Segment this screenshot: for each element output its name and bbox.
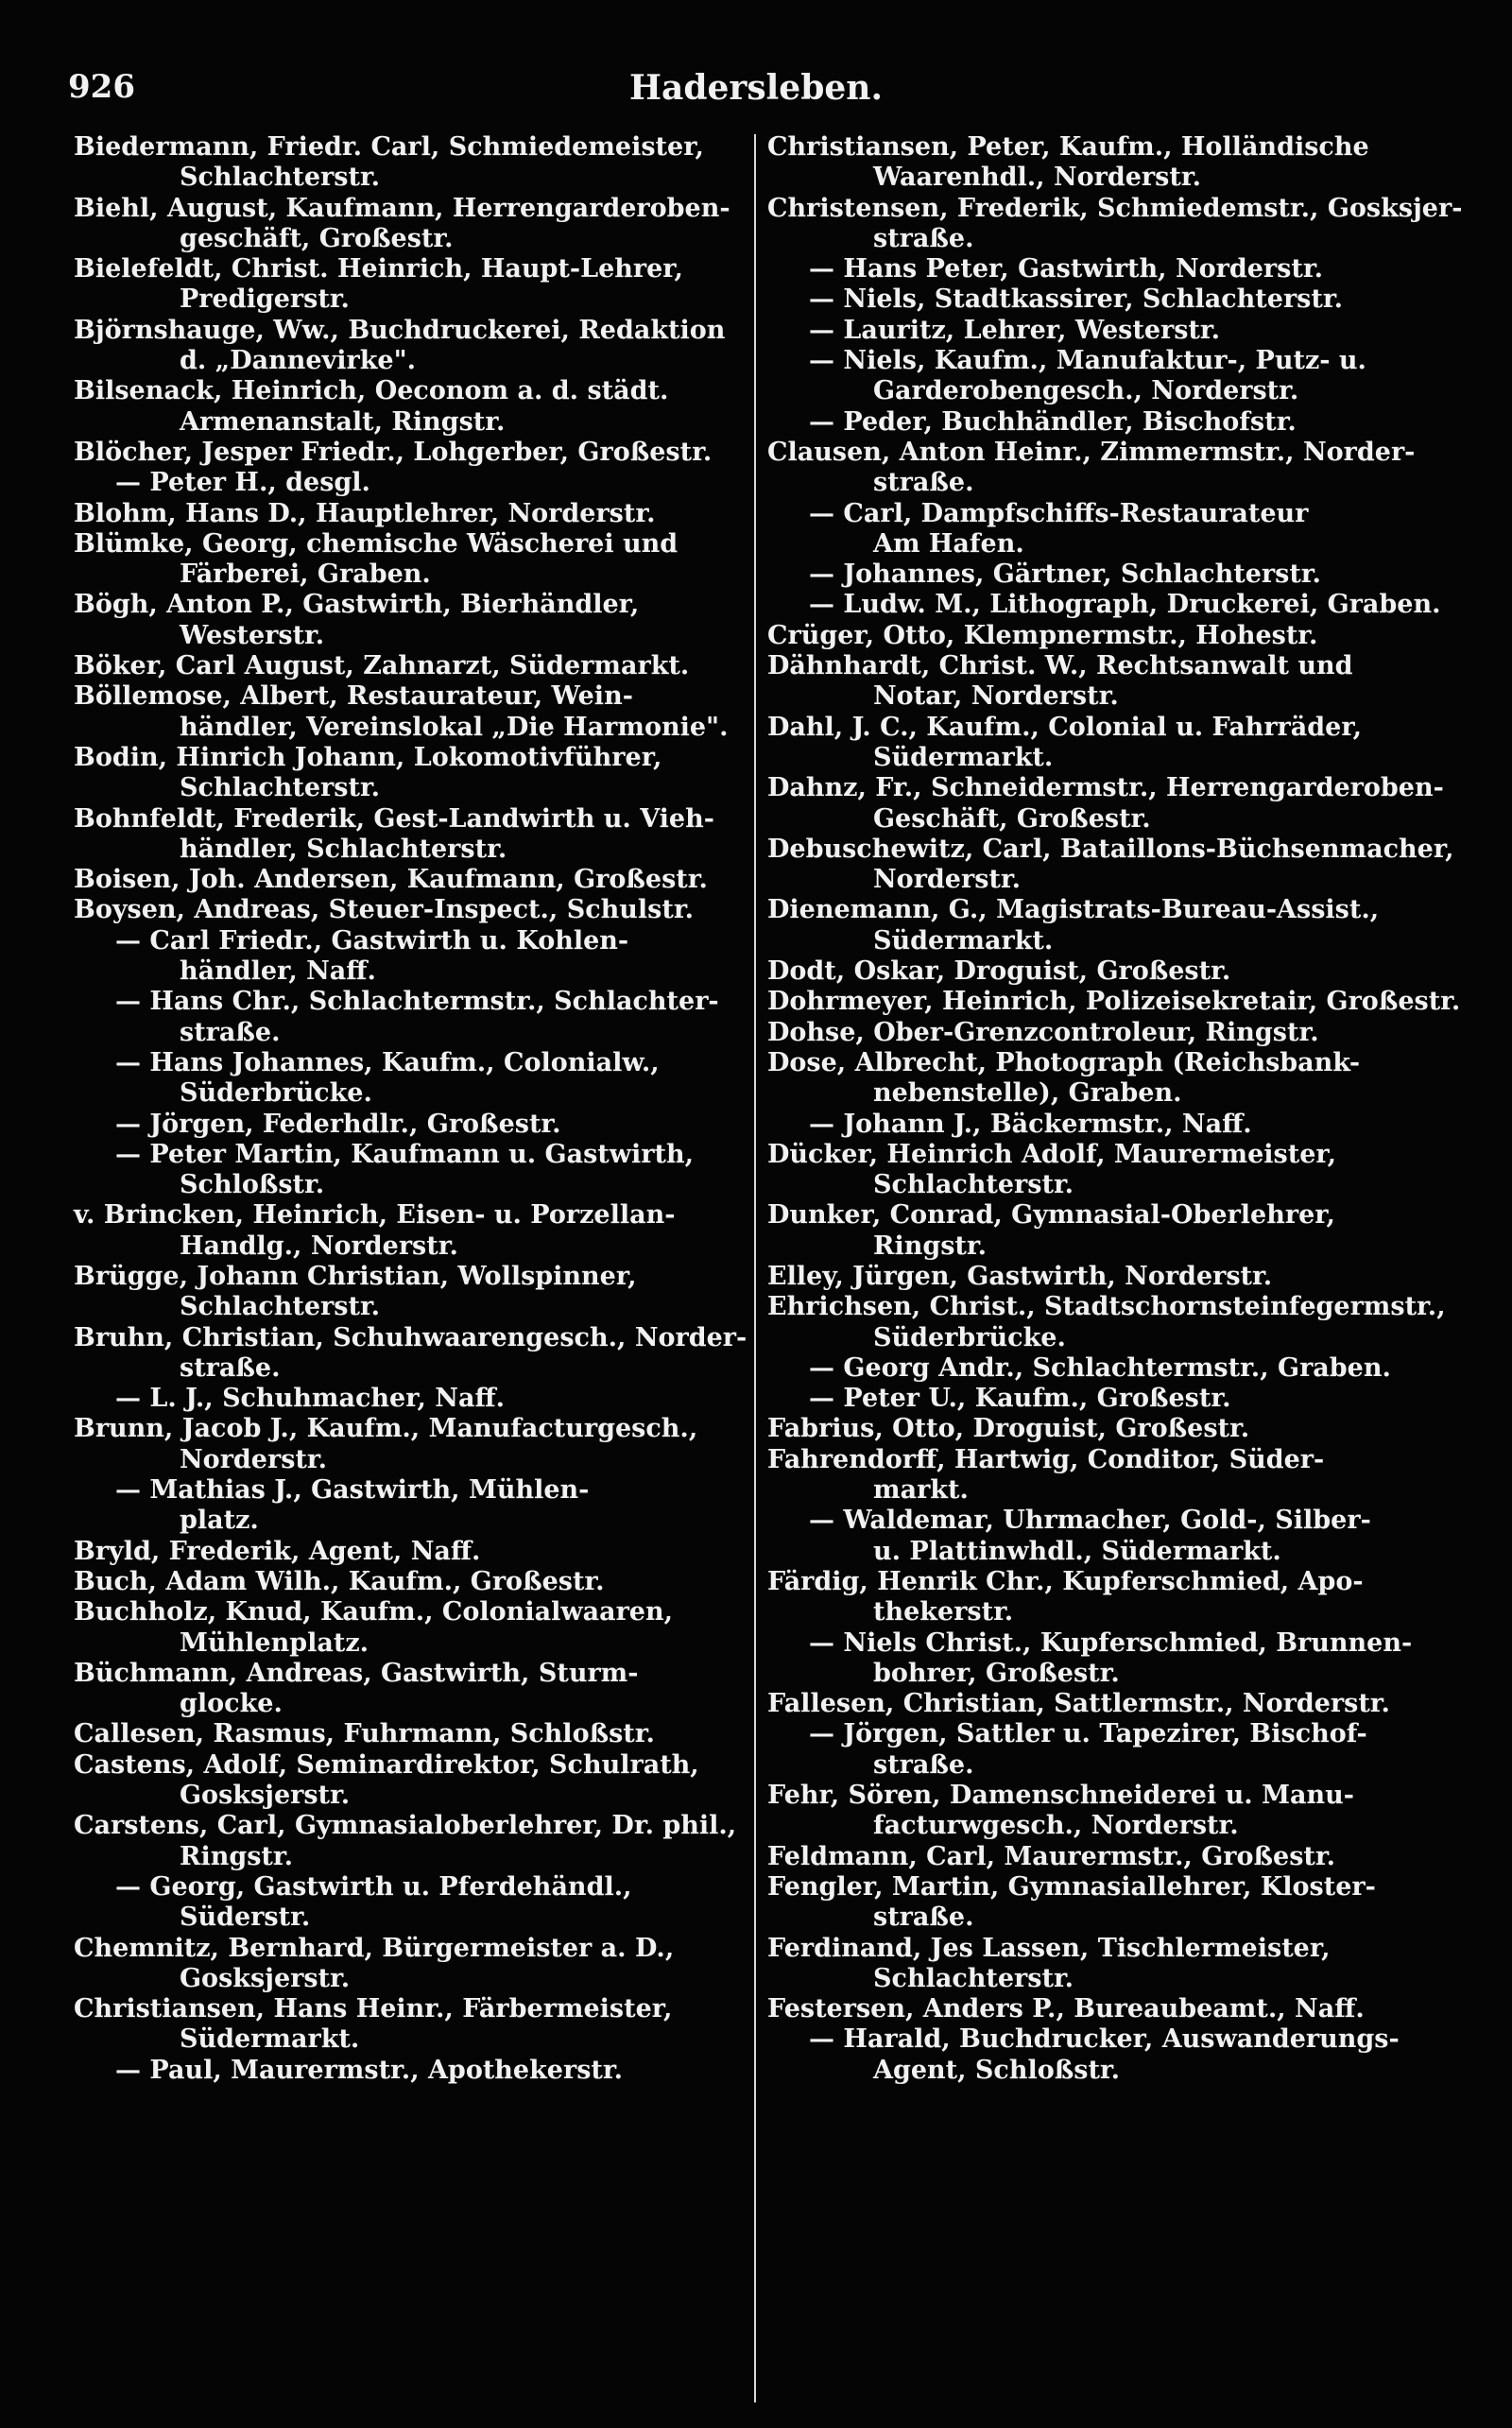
directory-entry [74,254,747,316]
entry-line: glocke. [180,1689,283,1719]
entry-line: Bohnfeldt, Frederik, Gest-Landwirth u. Vieh- [74,803,714,834]
entry-line: Bielefeldt, Christ. Heinrich, Haupt-Lehrer, [74,254,683,284]
directory-entry [74,681,747,743]
entry-line: — Hans Johannes, Kaufm., Colonialw., [115,1047,660,1077]
directory-entry [767,1200,1457,1262]
entry-line: Ringstr. [180,1841,294,1871]
entry-line: straße. [180,1352,281,1383]
directory-entry [767,438,1457,499]
entry-line: — Hans Chr., Schlachtermstr., Schlachter- [115,987,719,1017]
entry-line: Dose, Albrecht, Photograph (Reichsbank- [767,1047,1361,1077]
entry-line: v. Brincken, Heinrich, Eisen- u. Porzellan- [74,1200,676,1231]
directory-entry [767,713,1457,774]
directory-entry [767,1445,1457,1507]
entry-line: — Carl, Dampfschiffs-Restaurateur [809,498,1309,528]
entry-line: — Peter U., Kaufm., Großestr. [809,1384,1231,1414]
entry-line: Dahl, J. C., Kaufm., Colonial u. Fahrräder, [767,712,1362,742]
entry-line: straße. [873,468,974,498]
entry-line: Bruhn, Christian, Schuhwaarengesch., Norder- [74,1322,747,1352]
entry-line: Boysen, Andreas, Steuer-Inspect., Schulstr. [74,895,694,925]
entry-line: — Carl Friedr., Gastwirth u. Kohlen- [115,925,629,956]
entry-line: — Peder, Buchhändler, Bischofstr. [809,406,1297,437]
entry-line: Castens, Adolf, Seminardirektor, Schulrath, [74,1749,699,1780]
entry-line: d. „Dannevirke". [180,346,417,376]
entry-line: Dunker, Conrad, Gymnasial-Oberlehrer, [767,1200,1335,1231]
directory-entry [767,1628,1457,1690]
entry-line: Färberei, Graben. [180,560,431,590]
entry-line: Schlachterstr. [873,1963,1074,1993]
directory-entry [74,1048,747,1110]
directory-entry [767,1384,1457,1414]
directory-entry [74,1659,747,1720]
directory-entry [74,1414,747,1475]
directory-entry [74,1384,747,1414]
entry-line: Norderstr. [873,865,1022,895]
entry-line: straße. [873,1749,974,1780]
directory-entry [74,1872,747,1934]
entry-line: Büchmann, Andreas, Gastwirth, Sturm- [74,1658,639,1688]
entry-line: Björnshauge, Ww., Buchdruckerei, Redaktion [74,315,726,345]
directory-entry [767,1018,1457,1048]
directory-entry [74,1475,747,1537]
directory-entry [767,1781,1457,1842]
entry-line: Carstens, Carl, Gymnasialoberlehrer, Dr. phil., [74,1811,737,1841]
entry-line: — Mathias J., Gastwirth, Mühlen- [115,1475,590,1506]
entry-line: — Johann J., Bäckermstr., Naff. [809,1109,1252,1139]
entry-line: Norderstr. [180,1444,328,1474]
entry-line: Färdig, Henrik Chr., Kupferschmied, Apo- [767,1566,1364,1596]
entry-line: — Paul, Maurermstr., Apothekerstr. [115,2055,624,2085]
entry-line: Gosksjerstr. [180,1963,351,1993]
entry-line: Blöcher, Jesper Friedr., Lohgerber, Großestr. [74,437,713,467]
entry-line: Agent, Schloßstr. [873,2055,1121,2085]
directory-entry [767,1872,1457,1934]
entry-line: Festersen, Anders P., Bureaubeamt., Naff. [767,1994,1365,2024]
directory-entry [767,1414,1457,1444]
directory-entry [74,1537,747,1567]
directory-entry [767,284,1457,315]
directory-entry [74,529,747,591]
entry-line: Südermarkt. [180,2024,360,2055]
directory-entry [767,132,1457,194]
entry-line: Geschäft, Großestr. [873,803,1151,834]
directory-entry [767,1934,1457,1995]
directory-entry [74,926,747,988]
entry-line: Süderbrücke. [180,1078,372,1109]
entry-line: Gosksjerstr. [180,1781,351,1811]
entry-line: bohrer, Großestr. [873,1658,1120,1688]
directory-entry [767,407,1457,438]
entry-line: Bodin, Hinrich Johann, Lokomotivführer, [74,742,662,772]
entry-line: Fehr, Sören, Damenschneiderei u. Manu- [767,1781,1354,1811]
directory-entry [74,743,747,804]
entry-line: Callesen, Rasmus, Fuhrmann, Schloßstr. [74,1719,655,1749]
entry-line: geschäft, Großestr. [180,223,454,253]
entry-line: — Lauritz, Lehrer, Westerstr. [809,315,1221,345]
entry-line: Süderbrücke. [873,1322,1066,1352]
directory-entry [767,1140,1457,1201]
entry-line: u. Plattinwhdl., Südermarkt. [873,1536,1281,1566]
entry-line: — L. J., Schuhmacher, Naff. [115,1384,506,1414]
directory-entry [767,254,1457,284]
entry-line: — Waldemar, Uhrmacher, Gold-, Silber- [809,1506,1371,1536]
page-title: Hadersleben. [628,68,883,108]
entry-line: Christensen, Frederik, Schmiedemstr., Gosksjer- [767,193,1463,223]
entry-line: Feldmann, Carl, Maurermstr., Großestr. [767,1841,1336,1871]
page-header [0,68,1512,115]
entry-line: händler, Vereinslokal „Die Harmonie". [180,712,729,742]
entry-line: Crüger, Otto, Klempnermstr., Hohestr. [767,620,1318,650]
entry-line: Christiansen, Peter, Kaufm., Holländische [767,132,1369,162]
directory-entry [767,560,1457,590]
entry-line: Christiansen, Hans Heinr., Färbermeister, [74,1994,673,2024]
page-number: 926 [68,68,135,106]
entry-line: Waarenhdl., Norderstr. [873,163,1201,193]
left-column [74,132,747,2086]
entry-line: Südermarkt. [873,742,1054,772]
directory-entry [74,590,747,651]
directory-entry [74,1262,747,1323]
entry-line: Chemnitz, Bernhard, Bürgermeister a. D., [74,1933,675,1963]
directory-entry [74,987,747,1048]
entry-line: Schlachterstr. [180,773,381,803]
directory-entry [767,1719,1457,1781]
directory-entry [767,193,1463,255]
entry-line: Bryld, Frederik, Agent, Naff. [74,1536,481,1566]
entry-line: Schlachterstr. [180,163,381,193]
entry-line: Elley, Jürgen, Gastwirth, Norderstr. [767,1261,1273,1291]
entry-line: Bögh, Anton P., Gastwirth, Bierhändler, [74,590,640,620]
entry-line: Garderobengesch., Norderstr. [873,376,1299,406]
entry-line: Fengler, Martin, Gymnasiallehrer, Kloster- [767,1871,1376,1902]
entry-line: Dohrmeyer, Heinrich, Polizeisekretair, Großestr. [767,987,1461,1017]
directory-entry [74,651,747,681]
directory-entry [74,1567,747,1597]
entry-line: Am Hafen. [873,528,1024,559]
entry-line: Handlg., Norderstr. [180,1231,458,1261]
directory-entry [767,1292,1457,1353]
entry-line: straße. [873,1903,974,1933]
entry-line: Dienemann, G., Magistrats-Bureau-Assist., [767,895,1380,925]
entry-line: markt. [873,1475,969,1506]
directory-entry [767,621,1457,651]
entry-line: — Georg Andr., Schlachtermstr., Graben. [809,1352,1391,1383]
entry-line: — Georg, Gastwirth u. Pferdehändl., [115,1871,632,1902]
entry-line: Blümke, Georg, chemische Wäscherei und [74,528,679,559]
directory-entry [74,1750,747,1812]
entry-line: Clausen, Anton Heinr., Zimmermstr., Norder- [767,437,1416,467]
directory-entry [767,773,1457,835]
entry-line: Biehl, August, Kaufmann, Herrengarderoben- [74,193,730,223]
entry-line: Fallesen, Christian, Sattlermstr., Norderstr. [767,1689,1390,1719]
directory-entry [767,956,1457,987]
directory-entry [767,651,1457,713]
entry-line: — Harald, Buchdrucker, Auswanderungs- [809,2024,1400,2055]
directory-entry [74,376,747,438]
entry-line: Predigerstr. [180,284,350,315]
directory-entry [74,1140,747,1201]
entry-line: Dähnhardt, Christ. W., Rechtsanwalt und [767,651,1353,681]
directory-entry [74,1811,747,1872]
entry-line: Mühlenplatz. [180,1627,369,1658]
entry-line: platz. [180,1506,259,1536]
directory-entry [74,804,747,866]
directory-entry [74,1323,747,1385]
directory-entry [767,346,1457,407]
entry-line: Armenanstalt, Ringstr. [180,406,506,437]
entry-line: facturwgesch., Norderstr. [873,1811,1239,1841]
directory-entry [767,1689,1457,1719]
directory-entry [767,590,1457,620]
entry-line: Böllemose, Albert, Restaurateur, Wein- [74,681,633,712]
entry-line: Biedermann, Friedr. Carl, Schmiedemeister, [74,132,704,162]
entry-line: händler, Naff. [180,956,376,987]
entry-line: — Johannes, Gärtner, Schlachterstr. [809,560,1321,590]
entry-line: — Niels, Stadtkassirer, Schlachterstr. [809,284,1343,315]
entry-line: Debuschewitz, Carl, Bataillons-Büchsenmacher, [767,834,1454,864]
directory-entry [767,1262,1457,1292]
directory-entry [74,438,747,468]
entry-line: Böker, Carl August, Zahnarzt, Südermarkt. [74,651,690,681]
entry-line: Süderstr. [180,1903,311,1933]
entry-line: Schlachterstr. [873,1170,1074,1200]
entry-line: — Jörgen, Sattler u. Tapezirer, Bischof- [809,1719,1367,1749]
entry-line: — Peter H., desgl. [115,468,370,498]
right-column [767,132,1463,2086]
entry-line: händler, Schlachterstr. [180,834,507,864]
entry-line: — Jörgen, Federhdlr., Großestr. [115,1109,561,1139]
directory-entry [74,316,747,377]
entry-line: Westerstr. [180,620,325,650]
entry-line: Ehrichsen, Christ., Stadtschornsteinfegermstr., [767,1292,1446,1322]
directory-entry [767,316,1457,346]
directory-entry [767,1353,1457,1384]
entry-line: Bilsenack, Heinrich, Oeconom a. d. städt. [74,376,669,406]
directory-entry [74,1934,747,1995]
directory-entry [74,1719,747,1749]
entry-line: — Ludw. M., Lithograph, Druckerei, Graben. [809,590,1441,620]
entry-line: thekerstr. [873,1597,1014,1627]
entry-line: Boisen, Joh. Andersen, Kaufmann, Großestr. [74,865,708,895]
entry-line: Dücker, Heinrich Adolf, Maurermeister, [767,1139,1337,1169]
entry-line: Schlachterstr. [180,1292,381,1322]
entry-line: — Niels Christ., Kupferschmied, Brunnen- [809,1627,1413,1658]
directory-entry [74,1200,747,1262]
entry-line: Schloßstr. [180,1170,325,1200]
entry-line: Brunn, Jacob J., Kaufm., Manufacturgesch., [74,1414,698,1444]
entry-line: Buchholz, Knud, Kaufm., Colonialwaaren, [74,1597,673,1627]
entry-line: Brügge, Johann Christian, Wollspinner, [74,1261,637,1291]
entry-line: — Niels, Kaufm., Manufaktur-, Putz- u. [809,346,1366,376]
column-divider [754,134,756,2402]
entry-line: Dohse, Ober-Grenzcontroleur, Ringstr. [767,1017,1319,1047]
entry-line: Blohm, Hans D., Hauptlehrer, Norderstr. [74,498,656,528]
directory-entry [767,835,1457,896]
directory-entry [74,499,747,529]
directory-entry [767,2024,1457,2086]
entry-line: straße. [180,1017,281,1047]
entry-line: Ferdinand, Jes Lassen, Tischlermeister, [767,1933,1331,1963]
directory-entry [767,1506,1457,1567]
entry-line: — Hans Peter, Gastwirth, Norderstr. [809,254,1323,284]
entry-line: Südermarkt. [873,925,1054,956]
directory-entry [767,499,1457,560]
entry-line: Dahnz, Fr., Schneidermstr., Herrengarderoben- [767,773,1444,803]
entry-line: Fahrendorff, Hartwig, Conditor, Süder- [767,1444,1325,1474]
directory-entry [74,1110,747,1140]
directory-entry [767,1048,1457,1110]
directory-entry [767,1842,1457,1872]
directory-entry [74,1597,747,1659]
directory-entry [74,132,747,194]
directory-entry [74,1994,747,2056]
directory-entry [767,895,1457,956]
entry-line: Ringstr. [873,1231,988,1261]
directory-entry [767,1567,1457,1628]
entry-line: straße. [873,223,974,253]
directory-entry [74,895,747,925]
directory-entry [767,1110,1457,1140]
entry-line: nebenstelle), Graben. [873,1078,1182,1109]
entry-line: Dodt, Oskar, Droguist, Großestr. [767,956,1231,987]
directory-entry [74,194,747,255]
entry-line: Fabrius, Otto, Droguist, Großestr. [767,1414,1250,1444]
entry-line: — Peter Martin, Kaufmann u. Gastwirth, [115,1139,695,1169]
directory-entry [74,865,747,895]
directory-entry [767,987,1461,1017]
directory-entry [74,468,747,498]
entry-line: Buch, Adam Wilh., Kaufm., Großestr. [74,1566,605,1596]
directory-entry [74,2056,747,2086]
entry-line: Notar, Norderstr. [873,681,1119,712]
directory-entry [767,1994,1457,2024]
